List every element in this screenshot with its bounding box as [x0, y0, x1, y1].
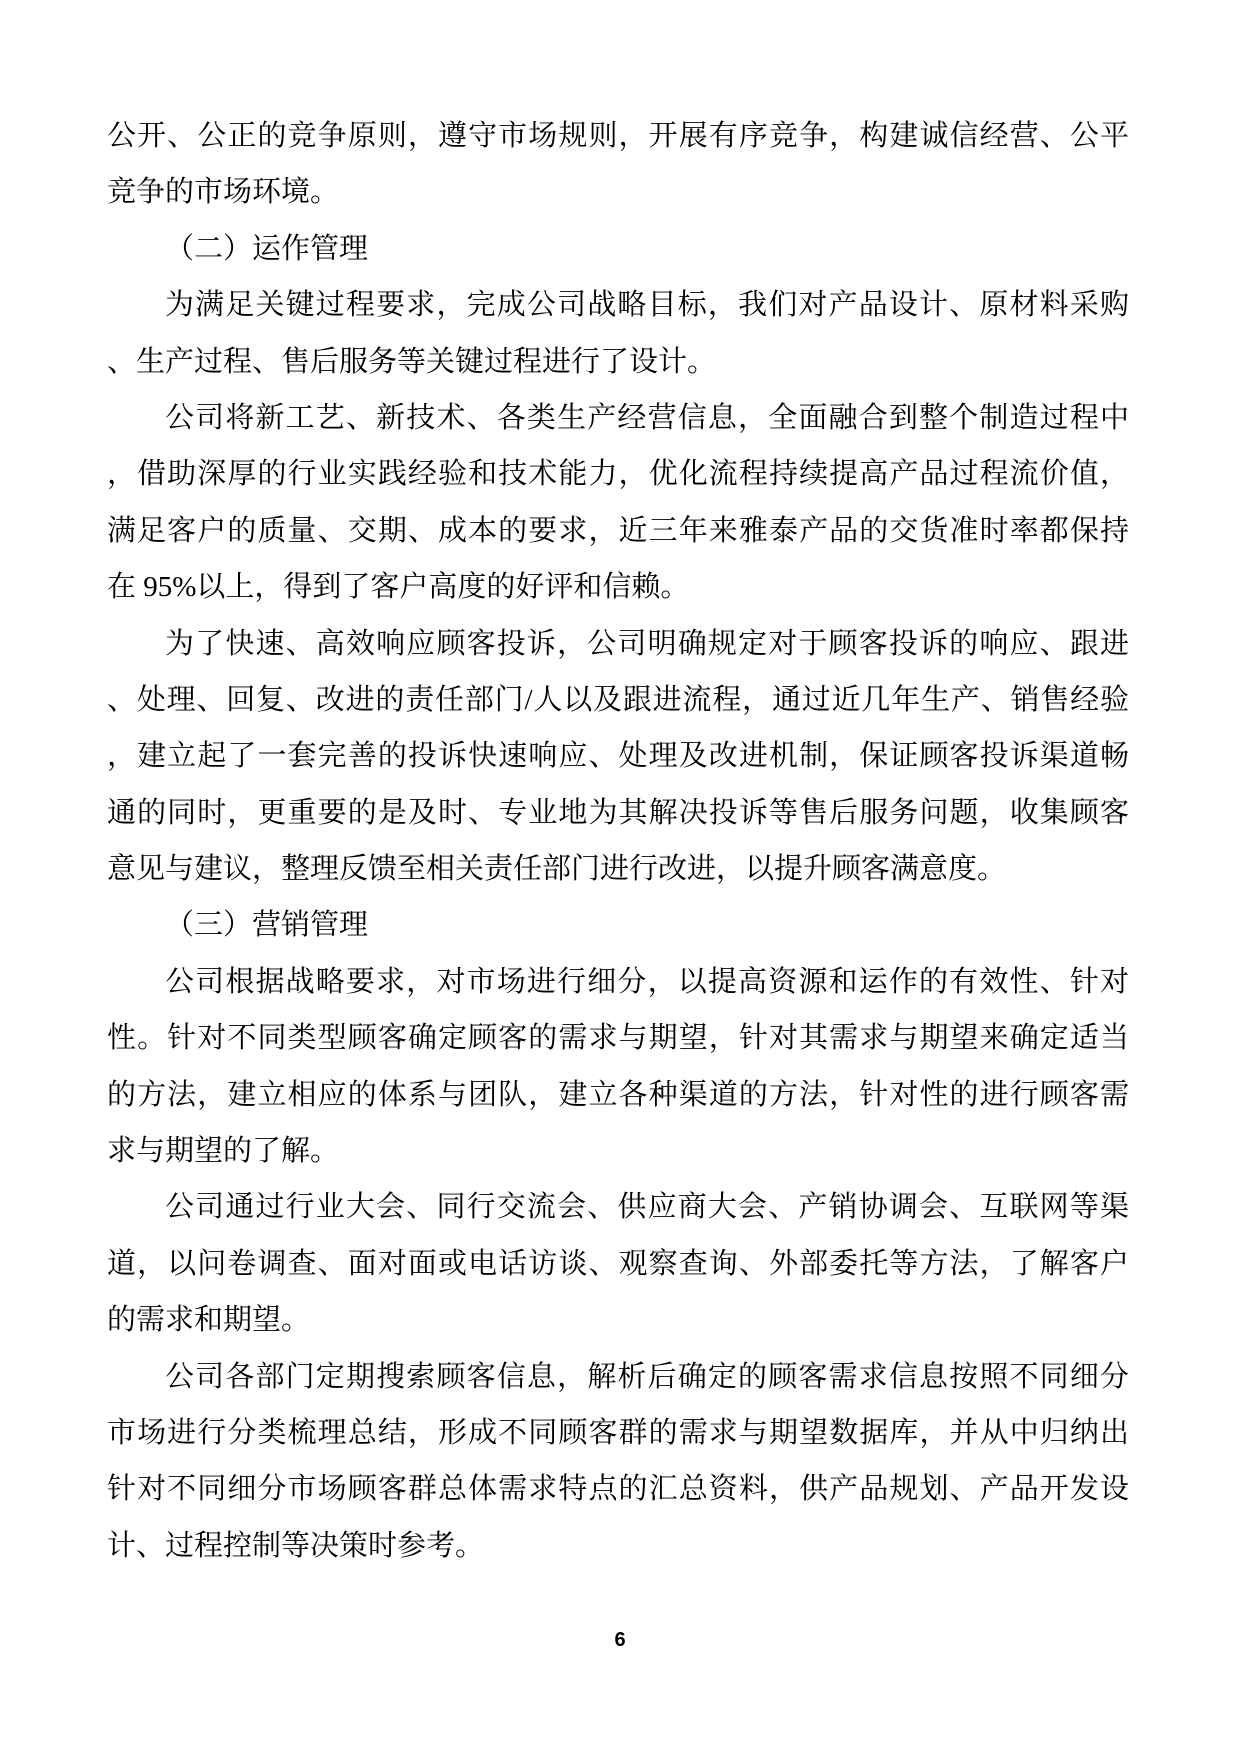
text-line: 公司将新工艺、新技术、各类生产经营信息，全面融合到整个制造过程中: [165, 401, 1129, 434]
text-line: （二）运作管理: [165, 232, 369, 265]
text-line: 求与期望的了解。: [107, 1135, 340, 1168]
text-line: 公开、公正的竞争原则，遵守市场规则，开展有序竞争，构建诚信经营、公平: [107, 120, 1129, 152]
text-line: 道，以问卷调查、面对面或电话访谈、观察查询、外部委托等方法，了解客户: [107, 1247, 1129, 1280]
text-line: 竞争的市场环境。: [107, 176, 340, 209]
text-line: 性。针对不同类型顾客确定顾客的需求与期望，针对其需求与期望来确定适当: [107, 1022, 1129, 1055]
text-line: 通的同时，更重要的是及时、专业地为其解决投诉等售后服务问题，收集顾客: [107, 796, 1129, 829]
text-line: 的需求和期望。: [107, 1304, 311, 1337]
text-line: 、生产过程、售后服务等关键过程进行了设计。: [107, 345, 717, 378]
text-line: （三）营销管理: [165, 909, 369, 942]
text-line: 为满足关键过程要求，完成公司战略目标，我们对产品设计、原材料采购: [165, 289, 1129, 322]
text-line: 公司根据战略要求，对市场进行细分，以提高资源和运作的有效性、针对: [165, 965, 1129, 998]
text-line: ，借助深厚的行业实践经验和技术能力，优化流程持续提高产品过程流价值，: [107, 458, 1129, 491]
text-line: 在 95%以上，得到了客户高度的好评和信赖。: [107, 571, 690, 604]
page-number: 6: [614, 1629, 626, 1651]
text-line: 针对不同细分市场顾客群总体需求特点的汇总资料，供产品规划、产品开发设: [107, 1473, 1129, 1506]
text-line: 意见与建议，整理反馈至相关责任部门进行改进，以提升顾客满意度。: [107, 853, 1007, 886]
text-line: 计、过程控制等决策时参考。: [107, 1529, 485, 1562]
text-line: 公司通过行业大会、同行交流会、供应商大会、产销协调会、互联网等渠: [165, 1191, 1129, 1224]
text-line: 为了快速、高效响应顾客投诉，公司明确规定对于顾客投诉的响应、跟进: [165, 627, 1129, 660]
text-line: 、处理、回复、改进的责任部门/人以及跟进流程，通过近几年生产、销售经验: [107, 683, 1129, 716]
text-line: 市场进行分类梳理总结，形成不同顾客群的需求与期望数据库，并从中归纳出: [107, 1416, 1129, 1449]
text-line: 的方法，建立相应的体系与团队，建立各种渠道的方法，针对性的进行顾客需: [107, 1078, 1129, 1111]
text-line: 公司各部门定期搜索顾客信息，解析后确定的顾客需求信息按照不同细分: [165, 1360, 1129, 1393]
page-footer: [0, 1626, 1240, 1654]
text-line: ，建立起了一套完善的投诉快速响应、处理及改进机制，保证顾客投诉渠道畅: [107, 740, 1129, 773]
body-text: [107, 108, 1129, 1574]
text-line: 满足客户的质量、交期、成本的要求，近三年来雅泰产品的交货准时率都保持: [107, 514, 1129, 547]
